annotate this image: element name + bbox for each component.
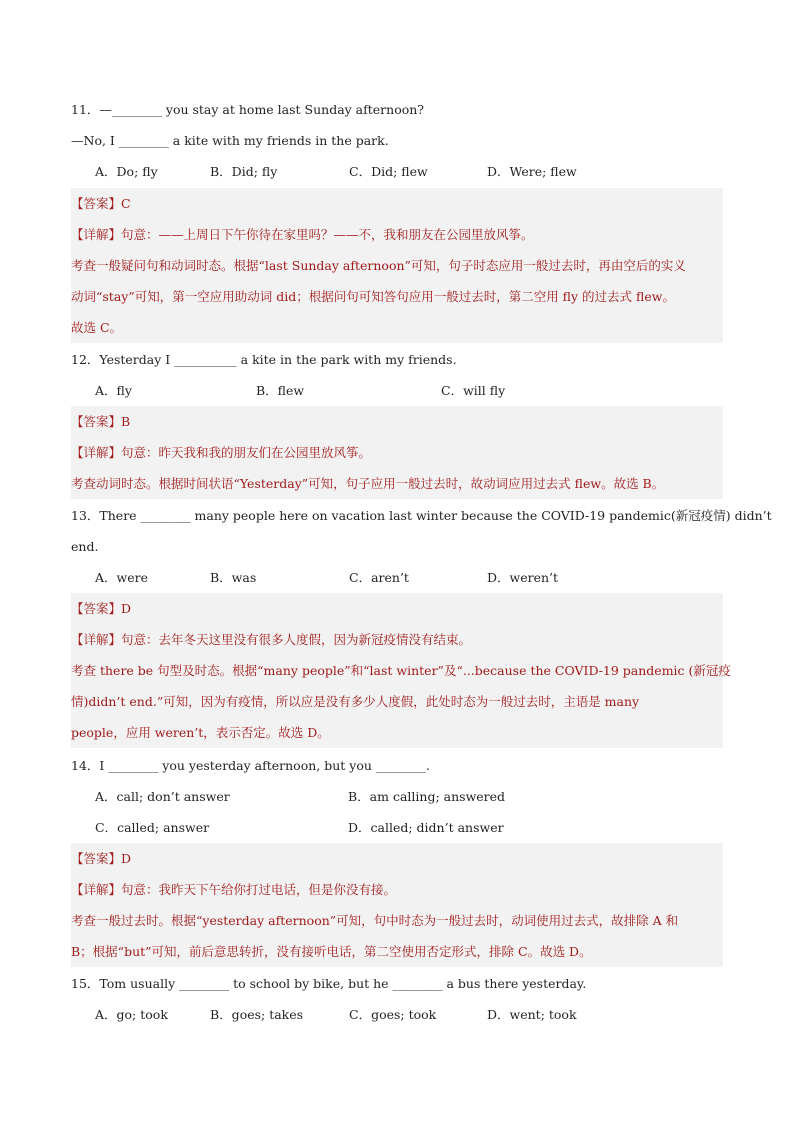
- q14-detail-line: 考查一般过去时。根据“yesterday afternoon”可知，句中时态为一般过去时，动词使用过去式，故排除 A 和: [71, 905, 723, 936]
- q15-option-c: C．goes; took: [349, 1007, 437, 1022]
- q13-option-c: C．aren’t: [349, 570, 409, 585]
- question-12-stem: 12．Yesterday I __________ a kite in the park with my friends.: [71, 352, 457, 367]
- q14-option-c: C．called; answer: [95, 820, 210, 835]
- q12-option-b: B．flew: [256, 383, 305, 398]
- q11-detail-line: 【详解】句意：——上周日下午你待在家里吗？——不，我和朋友在公园里放风筝。: [71, 219, 723, 250]
- q11-detail-line: 故选 C。: [71, 312, 723, 343]
- q12-option-c: C．will fly: [441, 383, 506, 398]
- q13-option-b: B．was: [210, 570, 257, 585]
- q11-option-b: B．Did; fly: [210, 164, 278, 179]
- q13-detail-line: 【详解】句意：去年冬天这里没有很多人度假，因为新冠疫情没有结束。: [71, 624, 723, 655]
- question-11-reply: —No, I ________ a kite with my friends in the park.: [71, 133, 389, 148]
- q13-answer: 【答案】D: [71, 593, 723, 624]
- question-14-stem: 14．I ________ you yesterday afternoon, but you ________.: [71, 758, 430, 773]
- q11-option-c: C．Did; flew: [349, 164, 428, 179]
- q15-option-a: A．go; took: [95, 1007, 168, 1022]
- q13-detail-line: people，应用 weren’t，表示否定。故选 D。: [71, 717, 723, 748]
- question-15-stem: 15．Tom usually ________ to school by bike, but he ________ a bus there yesterday.: [71, 976, 587, 991]
- q11-option-a: A．Do; fly: [95, 164, 158, 179]
- q12-detail-line: 【详解】句意：昨天我和我的朋友们在公园里放风筝。: [71, 437, 723, 468]
- q11-detail-line: 动词“stay”可知，第一空应用助动词 did；根据问句可知答句应用一般过去时，第二空用 fly 的过去式 flew。: [71, 281, 723, 312]
- q11-detail-line: 考查一般疑问句和动词时态。根据“last Sunday afternoon”可知，句子时态应用一般过去时，再由空后的实义: [71, 250, 723, 281]
- question-11-stem: 11．—________ you stay at home last Sunday afternoon?: [71, 102, 425, 117]
- q14-detail-line: 【详解】句意：我昨天下午给你打过电话，但是你没有接。: [71, 874, 723, 905]
- q13-option-d: D．weren’t: [487, 570, 559, 585]
- q12-detail-line: 考查动词时态。根据时间状语“Yesterday”可知，句子应用一般过去时，故动词应用过去式 flew。故选 B。: [71, 468, 723, 499]
- q11-answer: 【答案】C: [71, 188, 723, 219]
- q12-option-a: A．fly: [95, 383, 132, 398]
- q14-option-b: B．am calling; answered: [348, 789, 506, 804]
- q14-answer: 【答案】D: [71, 843, 723, 874]
- q11-option-d: D．Were; flew: [487, 164, 577, 179]
- question-13-stem-continued: end.: [71, 539, 99, 554]
- q12-answer: 【答案】B: [71, 406, 723, 437]
- question-13-stem: 13．There ________ many people here on vacation last winter because the COVID-19 pandemic(新冠疫情) didn’t: [71, 508, 772, 523]
- q13-option-a: A．were: [95, 570, 148, 585]
- q14-detail-line: B；根据“but”可知，前后意思转折，没有接听电话，第二空使用否定形式，排除 C。故选 D。: [71, 936, 723, 967]
- q13-detail-line: 考查 there be 句型及时态。根据“many people”和“last winter”及“...because the COVID-19 pandemic (新冠疫: [71, 655, 723, 686]
- q13-detail-line: 情)didn’t end.”可知，因为有疫情，所以应是没有多少人度假，此处时态为一般过去时，主语是 many: [71, 686, 723, 717]
- q15-option-d: D．went; took: [487, 1007, 577, 1022]
- q15-option-b: B．goes; takes: [210, 1007, 304, 1022]
- q14-option-a: A．call; don’t answer: [95, 789, 230, 804]
- q14-option-d: D．called; didn’t answer: [348, 820, 504, 835]
